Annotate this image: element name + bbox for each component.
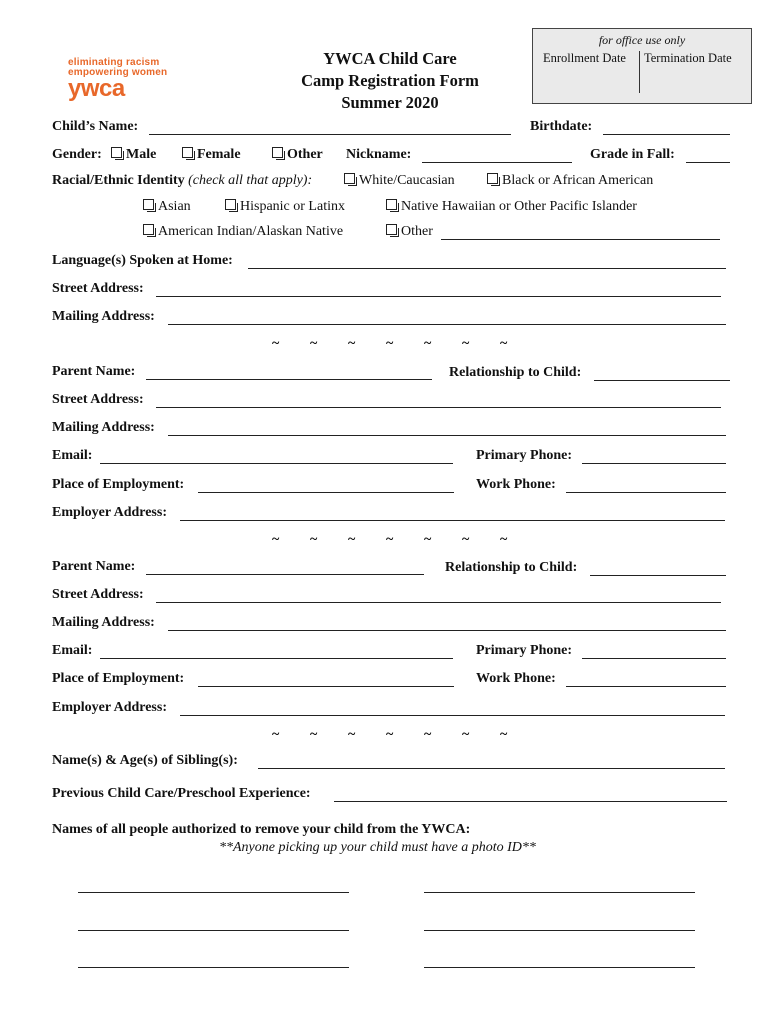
- child-name-label: Child’s Name:: [52, 119, 139, 134]
- parent1-primary-phone-label: Primary Phone:: [476, 448, 573, 463]
- checkbox-icon: [386, 224, 397, 235]
- child-mailing-field[interactable]: [168, 324, 726, 325]
- race-asian-checkbox[interactable]: Asian: [143, 199, 191, 215]
- race-other-checkbox[interactable]: Other: [386, 224, 433, 240]
- checkbox-icon: [487, 173, 498, 184]
- experience-field[interactable]: [334, 801, 727, 802]
- parent2-employer-address-field[interactable]: [180, 715, 725, 716]
- parent2-email-field[interactable]: [100, 658, 453, 659]
- parent1-street-label: Street Address:: [52, 392, 144, 407]
- office-divider: [639, 51, 640, 93]
- siblings-field[interactable]: [258, 768, 725, 769]
- checkbox-icon: [344, 173, 355, 184]
- gender-label: Gender:: [52, 147, 102, 162]
- grade-label: Grade in Fall:: [590, 147, 675, 162]
- nickname-label: Nickname:: [346, 147, 412, 162]
- authorized-person-1-field[interactable]: [78, 892, 349, 893]
- child-name-field[interactable]: [149, 134, 511, 135]
- child-street-field[interactable]: [156, 296, 721, 297]
- checkbox-icon: [143, 224, 154, 235]
- parent2-street-field[interactable]: [156, 602, 721, 603]
- parent2-primary-phone-field[interactable]: [582, 658, 726, 659]
- race-pacific-islander-checkbox[interactable]: Native Hawaiian or Other Pacific Islander: [386, 199, 637, 215]
- parent2-street-label: Street Address:: [52, 587, 144, 602]
- parent1-name-label: Parent Name:: [52, 364, 136, 379]
- checkbox-icon: [182, 147, 193, 158]
- parent2-name-label: Parent Name:: [52, 559, 136, 574]
- ywca-logo: [68, 58, 167, 100]
- parent2-work-phone-field[interactable]: [566, 686, 726, 687]
- office-use-box: [532, 28, 752, 104]
- parent2-mailing-field[interactable]: [168, 630, 726, 631]
- parent2-name-field[interactable]: [146, 574, 424, 575]
- nickname-field[interactable]: [422, 162, 572, 163]
- logo-tagline-1: eliminating racism: [68, 57, 160, 68]
- termination-date-label: Termination Date: [644, 51, 732, 65]
- title-line-1: YWCA Child Care: [323, 49, 457, 68]
- parent2-employment-field[interactable]: [198, 686, 454, 687]
- parent2-relationship-field[interactable]: [590, 575, 726, 576]
- authorized-person-6-field[interactable]: [424, 967, 695, 968]
- parent2-primary-phone-label: Primary Phone:: [476, 643, 573, 658]
- race-hint: (check all that apply):: [188, 173, 313, 188]
- parent1-name-field[interactable]: [146, 379, 432, 380]
- race-white-checkbox[interactable]: White/Caucasian: [344, 173, 455, 189]
- parent1-work-phone-label: Work Phone:: [476, 477, 556, 492]
- authorized-label: Names of all people authorized to remove your child from the YWCA:: [52, 822, 471, 837]
- parent1-employer-address-field[interactable]: [180, 520, 725, 521]
- parent1-mailing-label: Mailing Address:: [52, 420, 155, 435]
- race-other-field[interactable]: [441, 239, 720, 240]
- race-native-checkbox[interactable]: American Indian/Alaskan Native: [143, 224, 343, 240]
- title-line-2: Camp Registration Form: [301, 71, 479, 90]
- logo-tagline-2: empowering women: [68, 67, 168, 78]
- parent2-mailing-label: Mailing Address:: [52, 615, 155, 630]
- child-street-label: Street Address:: [52, 281, 144, 296]
- experience-label: Previous Child Care/Preschool Experience:: [52, 786, 311, 801]
- race-black-checkbox[interactable]: Black or African American: [487, 173, 653, 189]
- logo-brand: ywca: [68, 75, 125, 102]
- parent1-relationship-label: Relationship to Child:: [449, 365, 582, 380]
- checkbox-icon: [386, 199, 397, 210]
- grade-field[interactable]: [686, 162, 730, 163]
- gender-female-checkbox[interactable]: Female: [182, 147, 241, 163]
- language-label: Language(s) Spoken at Home:: [52, 253, 233, 268]
- authorized-person-2-field[interactable]: [424, 892, 695, 893]
- form-title: [250, 48, 530, 114]
- child-mailing-label: Mailing Address:: [52, 309, 155, 324]
- parent2-employer-address-label: Employer Address:: [52, 700, 167, 715]
- gender-male-checkbox[interactable]: Male: [111, 147, 156, 163]
- authorized-person-3-field[interactable]: [78, 930, 349, 931]
- parent1-mailing-field[interactable]: [168, 435, 726, 436]
- office-note: for office use only: [598, 33, 686, 47]
- checkbox-icon: [143, 199, 154, 210]
- parent2-relationship-label: Relationship to Child:: [445, 560, 578, 575]
- parent2-email-label: Email:: [52, 643, 93, 658]
- checkbox-icon: [111, 147, 122, 158]
- parent1-email-field[interactable]: [100, 463, 453, 464]
- checkbox-icon: [272, 147, 283, 158]
- parent1-employment-label: Place of Employment:: [52, 477, 185, 492]
- enrollment-date-label: Enrollment Date: [543, 51, 626, 65]
- title-line-3: Summer 2020: [341, 93, 439, 112]
- birthdate-field[interactable]: [603, 134, 730, 135]
- parent1-email-label: Email:: [52, 448, 93, 463]
- parent1-employment-field[interactable]: [198, 492, 454, 493]
- parent2-employment-label: Place of Employment:: [52, 671, 185, 686]
- birthdate-label: Birthdate:: [530, 119, 593, 134]
- authorized-person-5-field[interactable]: [78, 967, 349, 968]
- parent1-primary-phone-field[interactable]: [582, 463, 726, 464]
- photo-id-note: **Anyone picking up your child must have a photo ID**: [219, 840, 536, 855]
- siblings-label: Name(s) & Age(s) of Sibling(s):: [52, 753, 238, 768]
- checkbox-icon: [225, 199, 236, 210]
- parent1-work-phone-field[interactable]: [566, 492, 726, 493]
- language-field[interactable]: [248, 268, 726, 269]
- parent1-relationship-field[interactable]: [594, 380, 730, 381]
- parent2-work-phone-label: Work Phone:: [476, 671, 556, 686]
- race-label: Racial/Ethnic Identity (check all that apply):: [52, 173, 313, 188]
- parent1-street-field[interactable]: [156, 407, 721, 408]
- gender-other-checkbox[interactable]: Other: [272, 147, 323, 163]
- race-hispanic-checkbox[interactable]: Hispanic or Latinx: [225, 199, 345, 215]
- authorized-person-4-field[interactable]: [424, 930, 695, 931]
- parent1-employer-address-label: Employer Address:: [52, 505, 167, 520]
